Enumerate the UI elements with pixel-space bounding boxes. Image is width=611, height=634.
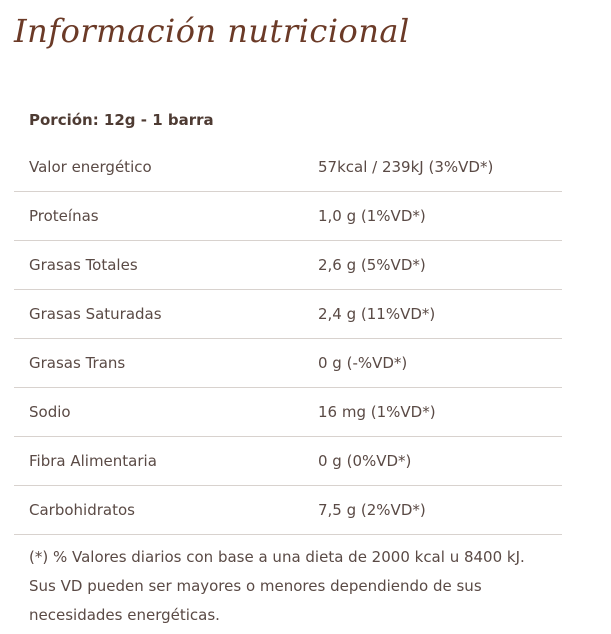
nutrient-name: Valor energético <box>29 158 152 176</box>
nutrient-value: 2,4 g (11%VD*) <box>318 305 436 323</box>
nutrient-value: 57kcal / 239kJ (3%VD*) <box>318 158 494 176</box>
portion-label: Porción: 12g - 1 barra <box>29 110 214 129</box>
table-row <box>14 143 562 192</box>
nutrient-name: Grasas Trans <box>29 354 126 372</box>
table-row <box>14 241 562 290</box>
nutrient-value: 7,5 g (2%VD*) <box>318 501 426 519</box>
page-title: Información nutricional <box>14 12 410 50</box>
nutrient-name: Proteínas <box>29 207 99 225</box>
nutrient-value: 0 g (-%VD*) <box>318 354 408 372</box>
table-row <box>14 192 562 241</box>
footnote: (*) % Valores diarios con base a una dieta de 2000 kcal u 8400 kJ. Sus VD pueden ser mayores o menores dependiendo de sus necesidades energéticas. <box>29 548 525 624</box>
table-row <box>14 486 562 535</box>
nutrient-name: Sodio <box>29 403 71 421</box>
table-row <box>14 290 562 339</box>
nutrient-name: Grasas Totales <box>29 256 138 274</box>
nutrient-value: 0 g (0%VD*) <box>318 452 412 470</box>
nutrient-value: 2,6 g (5%VD*) <box>318 256 426 274</box>
nutrition-table <box>14 96 562 535</box>
table-row <box>14 437 562 486</box>
nutrient-name: Carbohidratos <box>29 501 135 519</box>
nutrient-value: 1,0 g (1%VD*) <box>318 207 426 225</box>
nutrient-value: 16 mg (1%VD*) <box>318 403 436 421</box>
nutrient-name: Fibra Alimentaria <box>29 452 157 470</box>
table-row <box>14 339 562 388</box>
nutrient-name: Grasas Saturadas <box>29 305 162 323</box>
table-row <box>14 388 562 437</box>
